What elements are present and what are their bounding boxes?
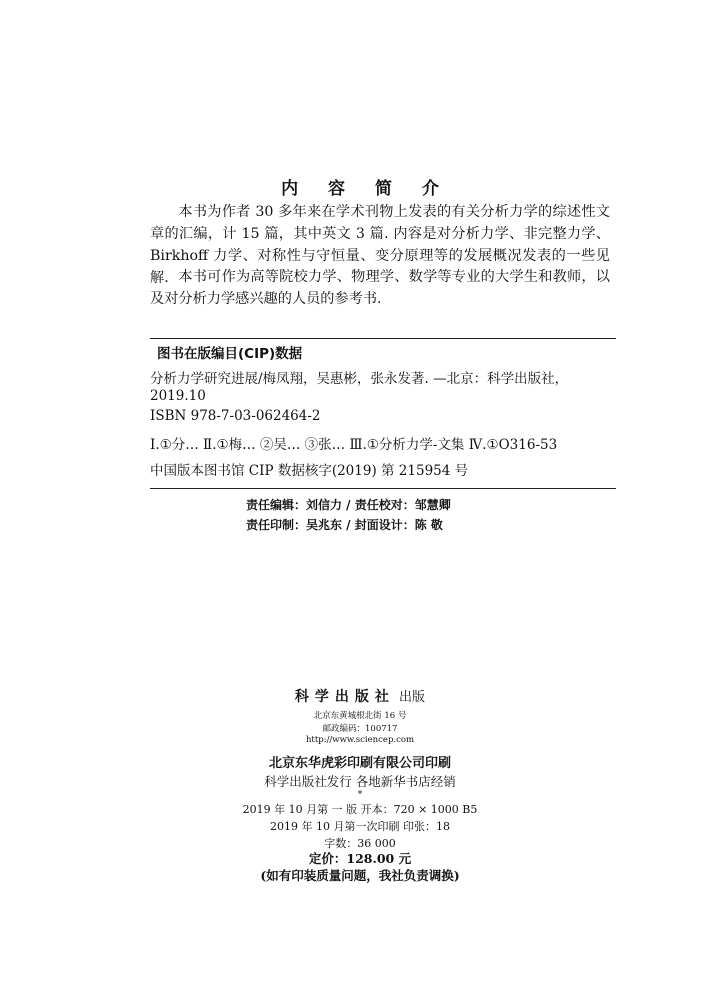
- cip-bottom-divider: [150, 488, 616, 489]
- printer-name: 北京东华虎彩印刷有限公司印刷: [268, 756, 451, 771]
- wordcount-line: 字数：36 000: [324, 837, 396, 850]
- summary-paragraph-2-text: 本书可作为高等院校力学、物理学、数学等专业的大学生和教师，以及对分析力学感兴趣的人员的参考书.: [150, 269, 610, 307]
- summary-paragraph-1-text: 本书为作者 30 多年来在学术刊物上发表的有关分析力学的综述性文章的汇编，计 15 篇，其中英文 3 篇. 内容是对分析力学、非完整力学、Birkhoff 力学、对称性与守恒量、变分原理等的发展概况发表的一些见解.: [150, 204, 610, 286]
- staff-editors: 责任编辑：刘信力 / 责任校对：邹慧卿: [246, 498, 451, 512]
- staff-production: 责任印制：吴兆东 / 封面设计：陈 敬: [246, 518, 443, 532]
- printing-line: 2019 年 10 月第一次印刷 印张：18: [270, 820, 450, 833]
- publisher-url: http://www.sciencep.com: [305, 735, 415, 745]
- cip-classification: Ⅰ.①分… Ⅱ.①梅… ②吴… ③张… Ⅲ.①分析力学-文集 Ⅳ.①O316-53: [150, 437, 558, 453]
- summary-paragraph-2: [150, 266, 610, 310]
- price-line: 定价：128.00 元: [308, 851, 412, 866]
- quality-note: (如有印装质量问题，我社负责调换): [260, 868, 460, 883]
- separator-star: *: [357, 790, 363, 800]
- publisher-suffix: 出版: [394, 690, 426, 705]
- summary-title: 内 容 简 介: [281, 179, 451, 199]
- publisher-postcode: 邮政编码：100717: [322, 724, 398, 734]
- publisher-name: 科学出版社: [294, 689, 395, 705]
- cip-isbn: ISBN 978-7-03-062464-2: [150, 408, 321, 424]
- distribution-line: 科学出版社发行 各地新华书店经销: [264, 774, 456, 789]
- cip-heading: 图书在版编目(CIP)数据: [157, 346, 303, 362]
- cip-top-divider: [150, 338, 616, 339]
- edition-line: 2019 年 10 月第 一 版 开本：720 × 1000 B5: [242, 803, 478, 816]
- publisher-line: [0, 686, 720, 706]
- cip-record-number: 中国版本图书馆 CIP 数据核字(2019) 第 215954 号: [150, 463, 469, 479]
- cip-date-line: 2019.10: [150, 388, 206, 404]
- cip-bibliographic-line: 分析力学研究进展/梅凤翔，吴惠彬，张永发著. —北京：科学出版社，: [150, 371, 569, 387]
- publisher-address: 北京东黄城根北街 16 号: [313, 711, 407, 721]
